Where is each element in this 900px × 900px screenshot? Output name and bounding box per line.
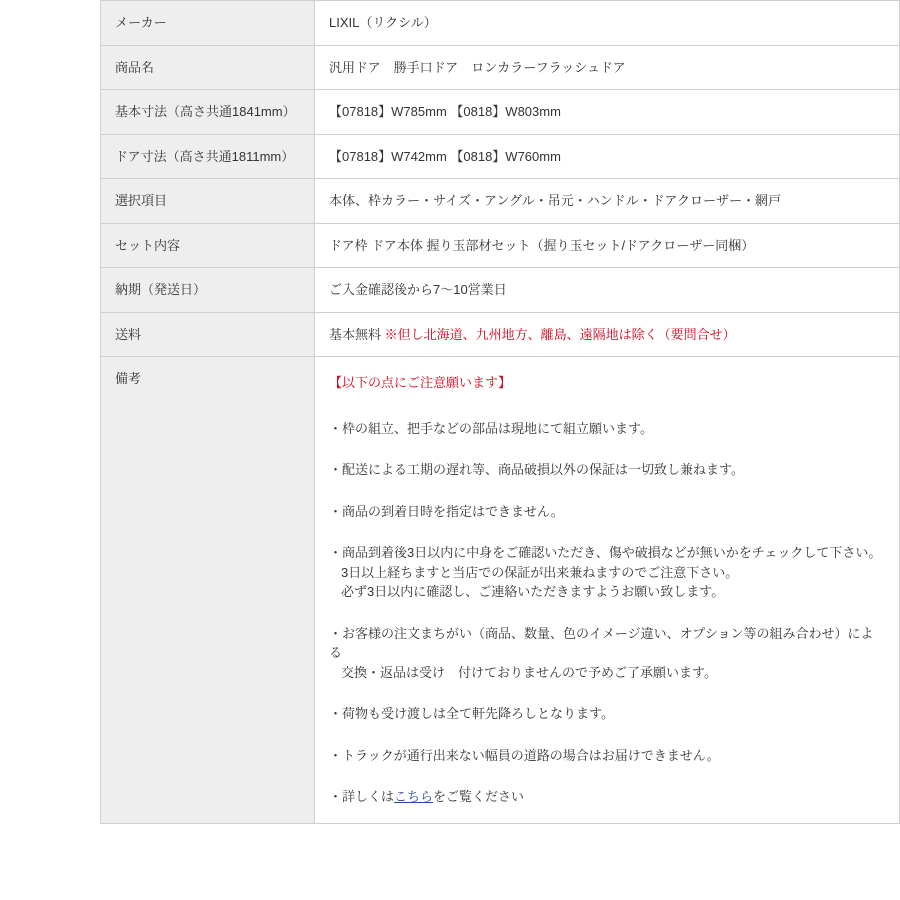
row-value-set-contents: ドア枠 ドア本体 握り玉部材セット（握り玉セット/ドアクローザー同梱）: [315, 223, 900, 268]
row-value-remarks: [315, 357, 900, 824]
remarks-note-7: [329, 746, 885, 766]
table-row-maker: [101, 1, 900, 46]
row-value-maker: LIXIL（リクシル）: [315, 1, 900, 46]
row-label-door-size: ドア寸法（高さ共通1811mm）: [101, 134, 315, 179]
row-value-delivery: ご入金確認後から7〜10営業日: [315, 268, 900, 313]
row-label-shipping-fee: 送料: [101, 312, 315, 357]
table-row-options: [101, 179, 900, 224]
remarks-notice-title: 【以下の点にご注意願います】: [329, 375, 512, 390]
shipping-free-text: 基本無料: [329, 326, 385, 342]
remarks-note-4-main: ・商品到着後3日以内に中身をご確認いただき、傷や破損などが無いかをチェックして下さい。: [329, 545, 882, 560]
remarks-detail-link-line: [329, 787, 885, 807]
detail-link-prefix: ・詳しくは: [329, 789, 395, 804]
remarks-note-6-main: ・荷物も受け渡しは全て軒先降ろしとなります。: [329, 706, 614, 721]
row-value-base-size: 【07818】W785mm 【0818】W803mm: [315, 90, 900, 135]
remarks-note-5-main: ・お客様の注文まちがい（商品、数量、色のイメージ違い、オプション等の組み合わせ）による: [329, 625, 874, 660]
remarks-note-3: [329, 502, 885, 522]
row-value-door-size: 【07818】W742mm 【0818】W760mm: [315, 134, 900, 179]
row-label-maker: メーカー: [101, 1, 315, 46]
table-row-shipping-fee: [101, 312, 900, 357]
table-row-door-size: [101, 134, 900, 179]
detail-link-suffix: をご覧ください: [433, 789, 525, 804]
remarks-note-6: [329, 704, 885, 724]
row-value-shipping-fee: [315, 312, 900, 357]
remarks-note-5: [329, 624, 885, 683]
table-row-set-contents: [101, 223, 900, 268]
row-label-base-size: 基本寸法（高さ共通1841mm）: [101, 90, 315, 135]
remarks-note-7-main: ・トラックが通行出来ない幅員の道路の場合はお届けできません。: [329, 747, 720, 763]
table-row-remarks: [101, 357, 900, 824]
row-label-options: 選択項目: [101, 179, 315, 224]
remarks-note-1-main: ・枠の組立、把手などの部品は現地にて組立願います。: [329, 420, 653, 436]
spec-table-body: [101, 1, 900, 824]
product-spec-table: [100, 0, 900, 824]
remarks-note-5-sub-1: 交換・返品は受け 付けておりませんので予めご了承願います。: [341, 664, 717, 680]
row-label-product-name: 商品名: [101, 45, 315, 90]
remarks-note-4-sub-1: 3日以上経ちますと当店での保証が出来兼ねますのでご注意下さい。: [341, 564, 739, 580]
shipping-note-text: ※但し北海道、九州地方、離島、遠隔地は除く（要問合せ）: [384, 326, 736, 342]
remarks-note-1: [329, 419, 885, 439]
remarks-note-2-main: ・配送による工期の遅れ等、商品破損以外の保証は一切致し兼ねます。: [329, 462, 744, 477]
remarks-note-2: [329, 460, 885, 480]
table-row-base-size: [101, 90, 900, 135]
row-label-delivery: 納期（発送日）: [101, 268, 315, 313]
detail-link[interactable]: こちら: [394, 789, 434, 804]
row-label-remarks: 備考: [101, 357, 315, 824]
remarks-note-4-sub-2: 必ず3日以内に確認し、ご連絡いただきますようお願い致します。: [341, 584, 725, 599]
row-label-set-contents: セット内容: [101, 223, 315, 268]
table-row-delivery: [101, 268, 900, 313]
remarks-note-4: [329, 543, 885, 602]
remarks-note-3-main: ・商品の到着日時を指定はできません。: [329, 503, 564, 519]
row-value-options: 本体、枠カラー・サイズ・アングル・吊元・ハンドル・ドアクローザー・網戸: [315, 179, 900, 224]
row-value-product-name: 汎用ドア 勝手口ドア ロンカラーフラッシュドア: [315, 45, 900, 90]
table-row-product-name: [101, 45, 900, 90]
